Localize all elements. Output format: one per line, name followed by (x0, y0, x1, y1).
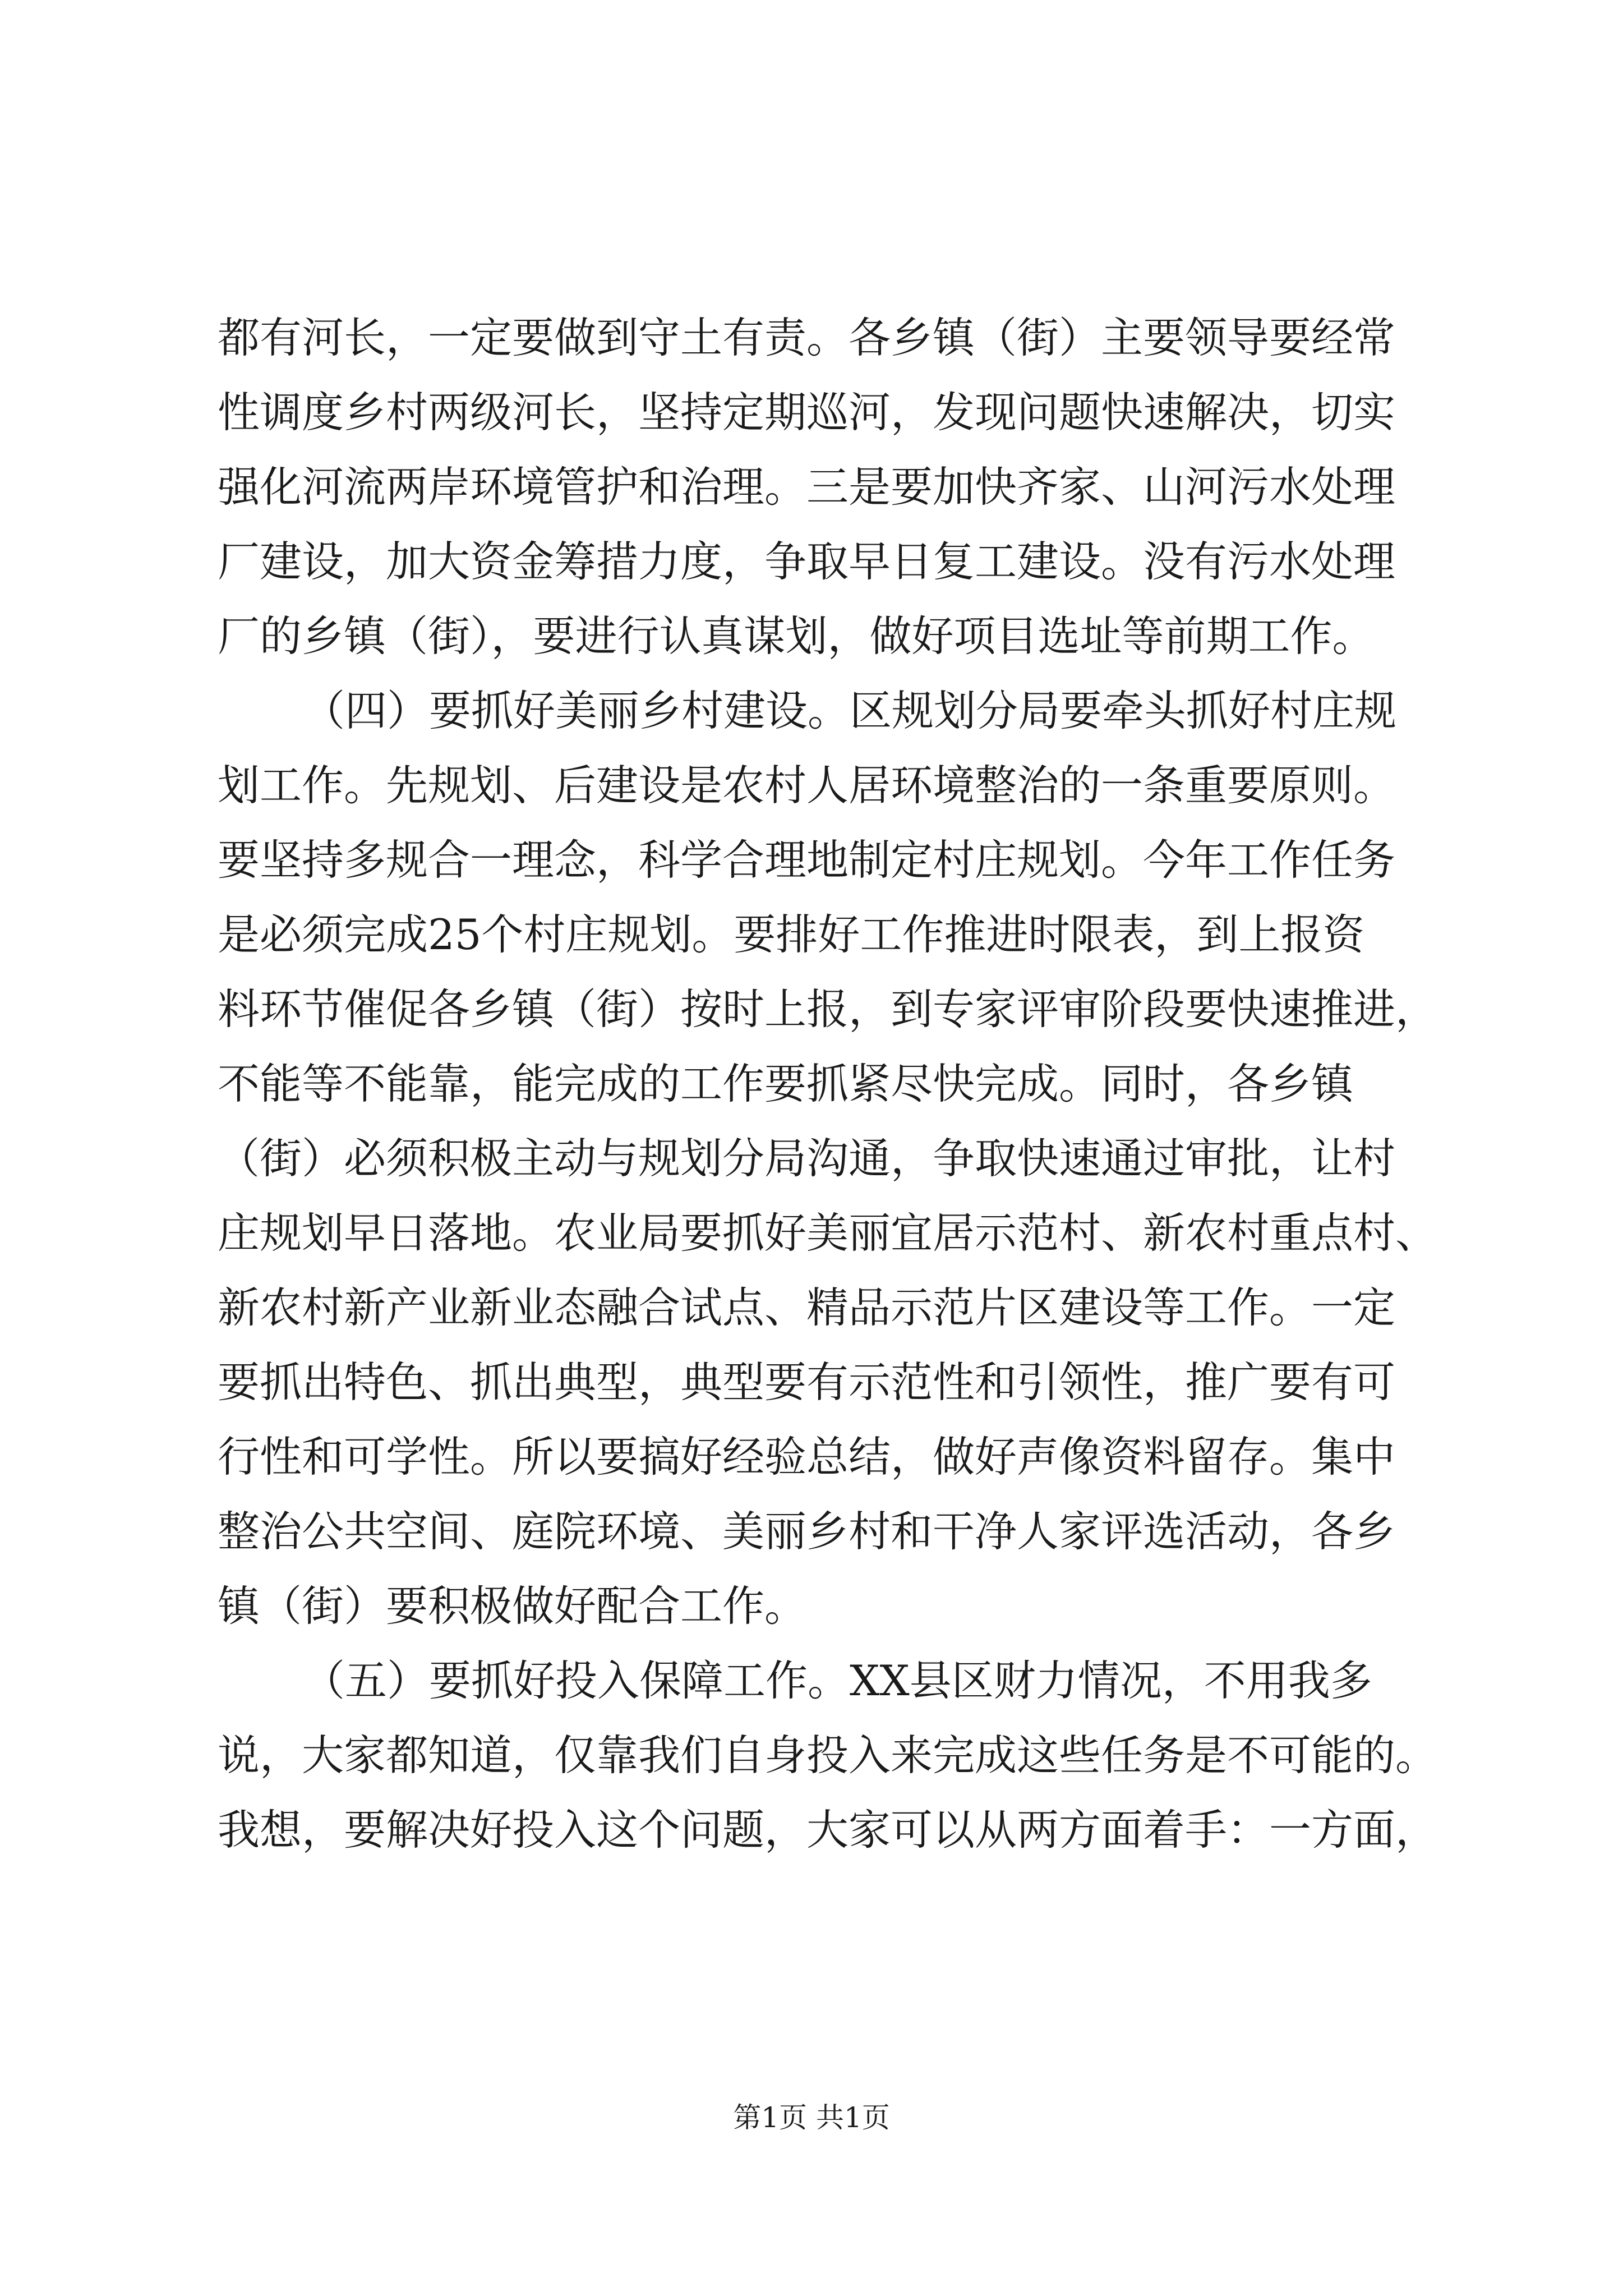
text-line: （五）要抓好投入保障工作。XX县区财力情况，不用我多 (303, 1656, 1372, 1705)
text-line: （四）要抓好美丽乡村建设。区规划分局要牵头抓好村庄规 (303, 686, 1397, 735)
text-line: 要抓出特色、抓出典型，典型要有示范性和引领性，推广要有可 (218, 1358, 1396, 1407)
text-line: 不能等不能靠，能完成的工作要抓紧尽快完成。同时，各乡镇 (218, 1059, 1354, 1108)
text-line: 整治公共空间、庭院环境、美丽乡村和干净人家评选活动，各乡 (218, 1507, 1396, 1556)
text-line: 划工作。先规划、后建设是农村人居环境整治的一条重要原则。 (218, 761, 1396, 810)
text-line: 行性和可学性。所以要搞好经验总结，做好声像资料留存。集中 (218, 1432, 1396, 1481)
text-line: 镇（街）要积极做好配合工作。 (218, 1581, 807, 1631)
page-footer: 第1页 共1页 (733, 2101, 890, 2134)
text-line: 庄规划早日落地。农业局要抓好美丽宜居示范村、新农村重点村、 (218, 1208, 1438, 1258)
text-line: 厂的乡镇（街），要进行认真谋划，做好项目选址等前期工作。 (218, 611, 1375, 661)
text-line: 性调度乡村两级河长，坚持定期巡河，发现问题快速解决，切实 (218, 388, 1396, 437)
text-line: 料环节催促各乡镇（街）按时上报，到专家评审阶段要快速推进， (218, 984, 1438, 1034)
text-line: 厂建设，加大资金筹措力度，争取早日复工建设。没有污水处理 (218, 537, 1396, 586)
text-line: 新农村新产业新业态融合试点、精品示范片区建设等工作。一定 (218, 1283, 1396, 1332)
text-line: 都有河长，一定要做到守土有责。各乡镇（街）主要领导要经常 (218, 313, 1396, 362)
text-line: 我想，要解决好投入这个问题，大家可以从两方面着手：一方面， (218, 1805, 1438, 1855)
text-line: 强化河流两岸环境管护和治理。三是要加快齐家、山河污水处理 (218, 462, 1396, 512)
text-line: （街）必须积极主动与规划分局沟通，争取快速通过审批，让村 (218, 1134, 1396, 1183)
text-line: 要坚持多规合一理念，科学合理地制定村庄规划。今年工作任务 (218, 835, 1396, 885)
text-line: 是必须完成25个村庄规划。要排好工作推进时限表，到上报资 (218, 910, 1365, 959)
text-line: 说，大家都知道，仅靠我们自身投入来完成这些任务是不可能的。 (218, 1731, 1438, 1780)
